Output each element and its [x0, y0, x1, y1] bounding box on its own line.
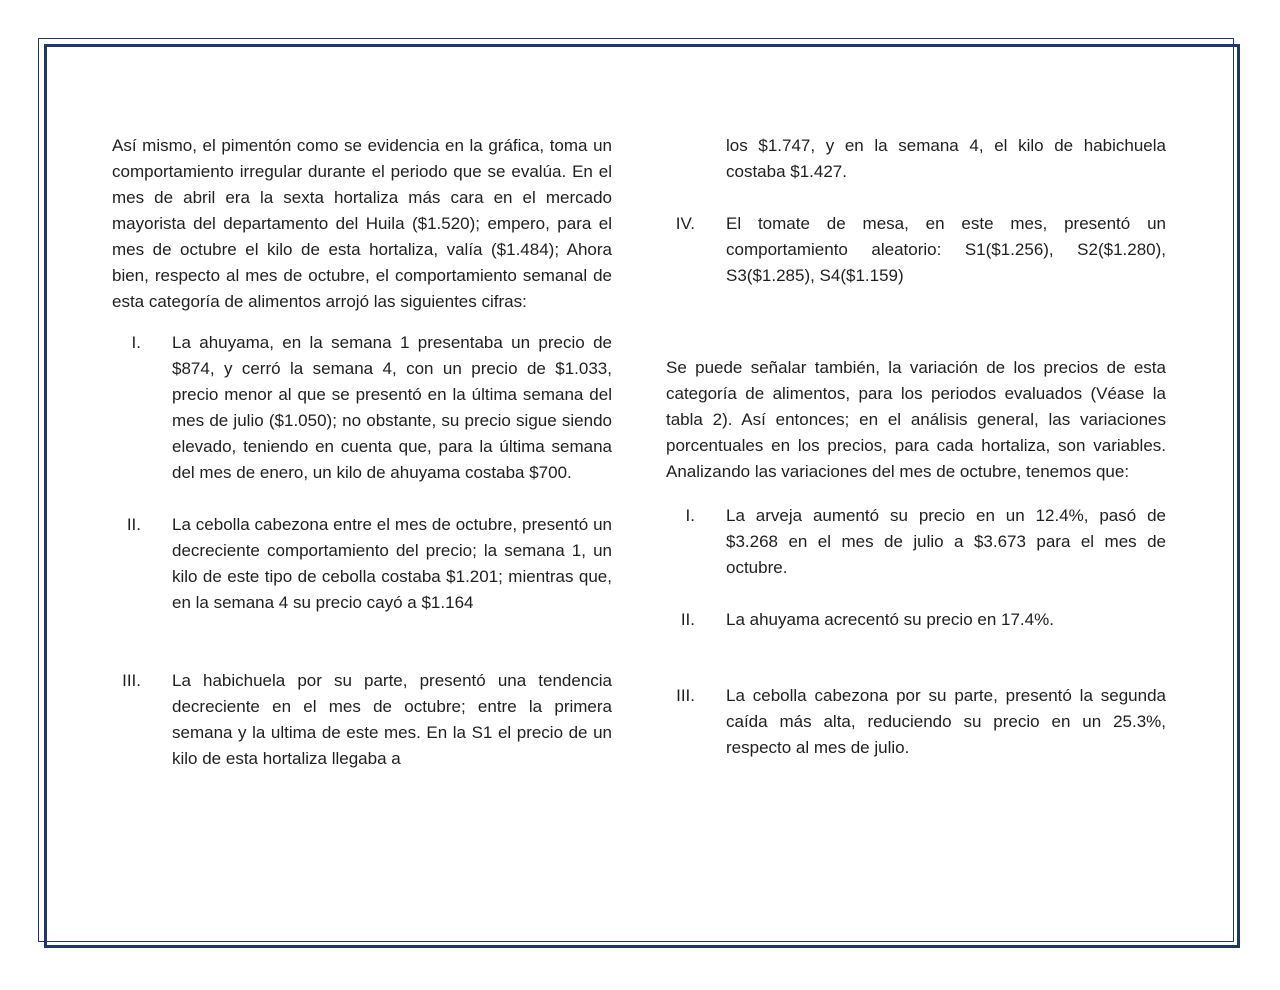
list-number: II.	[680, 610, 695, 629]
list-item-text: La habichuela por su parte, presentó una tendencia decreciente en el mes de octubre; entre la primera semana y la ultima de este mes. En la S1 el precio de un kilo de esta hortaliza llegaba a	[172, 671, 612, 768]
variation-paragraph: Se puede señalar también, la variación de los precios de esta categoría de alimentos, para los periodos evaluados (Véase la tabla 2). Así entonces; en el análisis general, las variaciones porcentuales en los precios, para cada hortaliza, son variables. Analizando las variaciones del mes de octubre, tenemos que:	[666, 358, 1166, 481]
list-number: II.	[126, 515, 141, 534]
list-item-right-2	[666, 607, 1166, 633]
list-item-left-2	[112, 512, 612, 616]
list-item-text: La cebolla cabezona por su parte, presentó la segunda caída más alta, reduciendo su precio en un 25.3%, respecto al mes de julio.	[726, 686, 1166, 757]
left-column	[112, 133, 612, 772]
list-item-text: La ahuyama, en la semana 1 presentaba un precio de $874, y cerró la semana 4, con un precio de $1.033, precio menor al que se presentó en la última semana del mes de julio ($1.050); no obstante, su precio sigue siendo elevado, teniendo en cuenta que, para la última semana del mes de enero, un kilo de ahuyama costaba $700.	[172, 333, 612, 482]
list-number: III.	[122, 671, 141, 690]
list-item-text: La cebolla cabezona entre el mes de octubre, presentó un decreciente comportamiento del precio; la semana 1, un kilo de este tipo de cebolla costaba $1.201; mientras que, en la semana 4 su precio cayó a $1.164	[172, 515, 612, 612]
list-item-right-4	[666, 211, 1166, 289]
list-item-text: La arveja aumentó su precio en un 12.4%, pasó de $3.268 en el mes de julio a $3.673 para el mes de octubre.	[726, 506, 1166, 577]
list-item-right-3	[666, 683, 1166, 761]
list-item-left-1	[112, 330, 612, 486]
list-number: I.	[685, 506, 695, 525]
list-number: IV.	[675, 214, 695, 233]
list-item-text: El tomate de mesa, en este mes, presentó un comportamiento aleatorio: S1($1.256), S2($1.280), S3($1.285), S4($1.159)	[726, 214, 1166, 285]
right-column	[666, 133, 1166, 761]
list-number: I.	[131, 333, 141, 352]
list-item-left-3	[112, 668, 612, 772]
list-item-right-1	[666, 503, 1166, 581]
item-three-continuation: los $1.747, y en la semana 4, el kilo de habichuela costaba $1.427.	[726, 136, 1166, 181]
list-number: III.	[676, 686, 695, 705]
intro-paragraph: Así mismo, el pimentón como se evidencia en la gráfica, toma un comportamiento irregular durante el periodo que se evalúa. En el mes de abril era la sexta hortaliza más cara en el mercado mayorista del departamento del Huila ($1.520); empero, para el mes de octubre el kilo de esta hortaliza, valía ($1.484); Ahora bien, respecto al mes de octubre, el comportamiento semanal de esta categoría de alimentos arrojó las siguientes cifras:	[112, 136, 612, 311]
list-item-text: La ahuyama acrecentó su precio en 17.4%.	[726, 610, 1054, 629]
